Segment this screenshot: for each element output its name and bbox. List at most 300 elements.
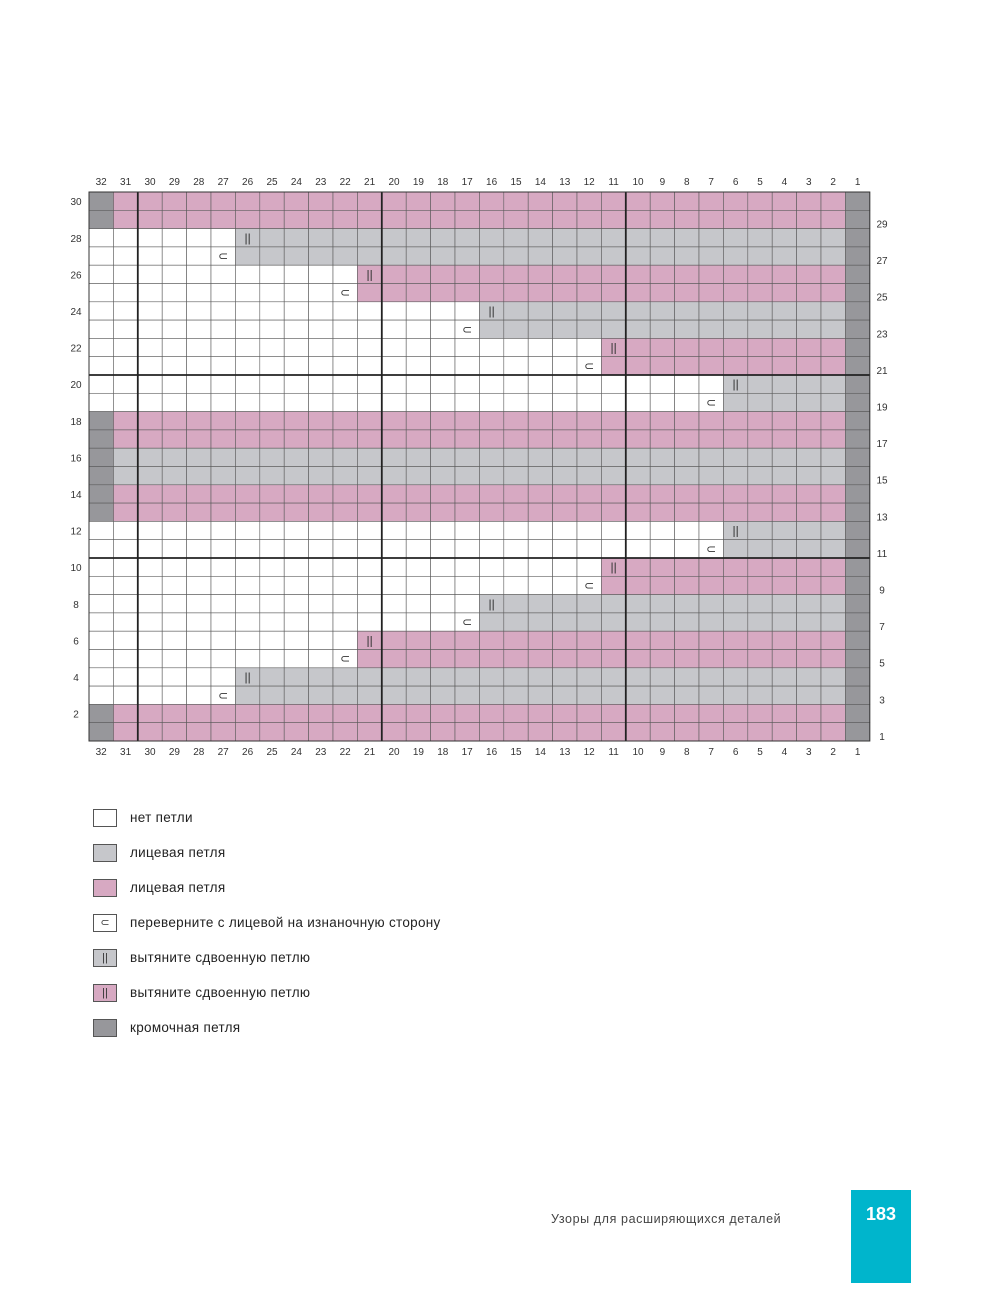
chart-cell xyxy=(113,357,137,375)
chart-cell xyxy=(406,613,430,631)
chart-cell xyxy=(821,448,845,466)
chart-cell xyxy=(89,686,113,704)
column-label-bottom: 22 xyxy=(339,747,351,758)
chart-cell xyxy=(455,595,479,613)
chart-cell xyxy=(235,338,259,356)
chart-cell xyxy=(333,686,357,704)
chart-cell xyxy=(650,631,674,649)
chart-cell xyxy=(162,485,186,503)
chart-cell xyxy=(162,668,186,686)
double-stitch-symbol: || xyxy=(732,377,739,392)
chart-cell xyxy=(431,192,455,210)
chart-cell xyxy=(187,467,211,485)
chart-cell xyxy=(357,704,381,722)
chart-cell xyxy=(748,393,772,411)
chart-cell xyxy=(601,430,625,448)
chart-cell xyxy=(479,558,503,576)
chart-cell xyxy=(626,485,650,503)
chart-cell xyxy=(748,686,772,704)
chart-cell xyxy=(187,558,211,576)
legend-label: вытяните сдвоенную петлю xyxy=(130,985,311,1000)
chart-cell xyxy=(797,192,821,210)
chart-cell xyxy=(187,302,211,320)
page-number-tab xyxy=(851,1190,911,1283)
double-stitch-symbol: || xyxy=(732,523,739,538)
column-label-top: 21 xyxy=(364,177,376,188)
chart-cell xyxy=(601,686,625,704)
chart-cell xyxy=(211,540,235,558)
chart-cell xyxy=(626,430,650,448)
chart-cell xyxy=(260,302,284,320)
column-label-bottom: 12 xyxy=(583,747,595,758)
chart-cell xyxy=(601,320,625,338)
legend-label: лицевая петля xyxy=(130,880,226,895)
chart-cell xyxy=(333,375,357,393)
chart-cell xyxy=(235,595,259,613)
chart-cell xyxy=(626,192,650,210)
legend-swatch-edge xyxy=(93,1019,117,1037)
chart-cell xyxy=(406,375,430,393)
column-label-bottom: 25 xyxy=(266,747,278,758)
chart-cell xyxy=(479,338,503,356)
chart-cell xyxy=(748,485,772,503)
chart-cell xyxy=(431,357,455,375)
chart-cell xyxy=(675,723,699,741)
chart-cell xyxy=(553,540,577,558)
chart-cell xyxy=(479,357,503,375)
chart-cell xyxy=(260,247,284,265)
chart-cell xyxy=(821,375,845,393)
chart-cell xyxy=(211,595,235,613)
chart-cell xyxy=(211,485,235,503)
double-stitch-symbol: || xyxy=(610,560,617,575)
chart-cell xyxy=(113,412,137,430)
chart-cell xyxy=(528,704,552,722)
chart-cell xyxy=(699,375,723,393)
chart-cell xyxy=(772,631,796,649)
chart-cell xyxy=(162,192,186,210)
chart-cell xyxy=(845,650,869,668)
column-label-bottom: 32 xyxy=(95,747,107,758)
chart-cell xyxy=(333,613,357,631)
chart-cell xyxy=(382,595,406,613)
chart-cell xyxy=(333,448,357,466)
chart-cell xyxy=(504,320,528,338)
chart-cell xyxy=(797,558,821,576)
column-label-top: 28 xyxy=(193,177,205,188)
chart-cell xyxy=(333,302,357,320)
chart-cell xyxy=(601,265,625,283)
chart-cell xyxy=(235,631,259,649)
chart-cell xyxy=(309,595,333,613)
chart-cell xyxy=(284,284,308,302)
chart-cell xyxy=(650,595,674,613)
column-label-top: 5 xyxy=(757,177,763,188)
chart-cell xyxy=(382,540,406,558)
row-label-left: 30 xyxy=(70,197,82,209)
double-stitch-symbol: || xyxy=(244,230,251,245)
chart-cell xyxy=(309,357,333,375)
chart-cell xyxy=(284,210,308,228)
chart-cell xyxy=(357,650,381,668)
chart-cell xyxy=(431,393,455,411)
chart-cell xyxy=(113,229,137,247)
chart-cell xyxy=(138,704,162,722)
chart-cell xyxy=(284,393,308,411)
chart-cell xyxy=(528,284,552,302)
chart-cell xyxy=(162,723,186,741)
chart-cell xyxy=(382,247,406,265)
chart-cell xyxy=(650,375,674,393)
legend-swatch-grey xyxy=(93,844,117,862)
chart-cell xyxy=(699,467,723,485)
chart-cell xyxy=(699,595,723,613)
chart-cell xyxy=(626,723,650,741)
chart-cell xyxy=(528,192,552,210)
chart-cell xyxy=(455,485,479,503)
chart-cell xyxy=(675,412,699,430)
chart-cell xyxy=(504,302,528,320)
chart-cell xyxy=(504,540,528,558)
chart-cell xyxy=(675,393,699,411)
row-label-left: 16 xyxy=(70,453,82,465)
chart-cell xyxy=(333,393,357,411)
chart-cell xyxy=(699,192,723,210)
chart-cell xyxy=(431,430,455,448)
chart-cell xyxy=(431,229,455,247)
chart-cell xyxy=(187,521,211,539)
column-label-top: 2 xyxy=(830,177,836,188)
chart-cell xyxy=(675,448,699,466)
chart-cell xyxy=(650,284,674,302)
chart-cell xyxy=(406,503,430,521)
chart-cell xyxy=(382,668,406,686)
chart-cell xyxy=(723,686,747,704)
chart-cell xyxy=(650,503,674,521)
chart-cell xyxy=(406,229,430,247)
chart-cell xyxy=(187,723,211,741)
chart-cell xyxy=(309,430,333,448)
row-label-right: 1 xyxy=(879,731,885,743)
column-label-top: 9 xyxy=(659,177,666,188)
chart-cell xyxy=(748,338,772,356)
chart-cell xyxy=(113,576,137,594)
chart-cell xyxy=(211,503,235,521)
chart-cell xyxy=(748,210,772,228)
row-label-left: 28 xyxy=(70,233,82,245)
chart-cell xyxy=(626,631,650,649)
chart-cell xyxy=(650,540,674,558)
chart-cell xyxy=(211,704,235,722)
chart-cell xyxy=(309,412,333,430)
chart-cell xyxy=(699,485,723,503)
column-label-top: 30 xyxy=(144,177,156,188)
chart-cell xyxy=(162,284,186,302)
chart-cell xyxy=(162,650,186,668)
chart-cell xyxy=(284,595,308,613)
chart-cell xyxy=(577,467,601,485)
chart-cell xyxy=(675,247,699,265)
chart-cell xyxy=(89,650,113,668)
chart-cell xyxy=(211,357,235,375)
chart-cell xyxy=(113,503,137,521)
chart-cell xyxy=(260,192,284,210)
chart-cell xyxy=(138,192,162,210)
chart-cell xyxy=(650,467,674,485)
turn-symbol: ⊂ xyxy=(706,541,717,556)
chart-cell xyxy=(650,430,674,448)
chart-cell xyxy=(455,723,479,741)
chart-cell xyxy=(845,393,869,411)
chart-cell xyxy=(650,320,674,338)
section-title: Узоры для расширяющихся деталей xyxy=(551,1212,782,1226)
chart-cell xyxy=(162,631,186,649)
chart-cell xyxy=(382,393,406,411)
chart-cell xyxy=(431,576,455,594)
chart-cell xyxy=(845,210,869,228)
chart-cell xyxy=(553,210,577,228)
chart-cell xyxy=(845,503,869,521)
chart-cell xyxy=(626,357,650,375)
chart-cell xyxy=(211,284,235,302)
chart-cell xyxy=(626,613,650,631)
chart-cell xyxy=(577,393,601,411)
column-label-top: 12 xyxy=(583,177,595,188)
chart-cell xyxy=(577,302,601,320)
chart-cell xyxy=(553,393,577,411)
chart-cell xyxy=(748,229,772,247)
chart-cell xyxy=(528,448,552,466)
chart-cell xyxy=(235,265,259,283)
chart-cell xyxy=(675,338,699,356)
chart-cell xyxy=(479,576,503,594)
column-label-bottom: 29 xyxy=(168,747,180,758)
chart-cell xyxy=(406,631,430,649)
chart-cell xyxy=(601,723,625,741)
chart-cell xyxy=(431,467,455,485)
chart-cell xyxy=(821,686,845,704)
chart-cell xyxy=(479,540,503,558)
chart-cell xyxy=(211,613,235,631)
chart-cell xyxy=(528,723,552,741)
chart-cell xyxy=(821,650,845,668)
chart-cell xyxy=(772,247,796,265)
column-label-bottom: 10 xyxy=(632,747,644,758)
row-label-left: 4 xyxy=(73,672,79,684)
chart-cell xyxy=(138,540,162,558)
double-stitch-symbol: || xyxy=(488,303,495,318)
chart-cell xyxy=(577,595,601,613)
chart-cell xyxy=(797,595,821,613)
chart-cell xyxy=(260,540,284,558)
chart-cell xyxy=(553,430,577,448)
chart-cell xyxy=(162,576,186,594)
chart-cell xyxy=(382,467,406,485)
column-label-bottom: 31 xyxy=(120,747,132,758)
chart-cell xyxy=(553,192,577,210)
chart-cell xyxy=(626,393,650,411)
chart-cell xyxy=(748,631,772,649)
chart-cell xyxy=(504,430,528,448)
chart-cell xyxy=(675,503,699,521)
chart-cell xyxy=(723,613,747,631)
column-label-bottom: 15 xyxy=(510,747,522,758)
chart-cell xyxy=(260,613,284,631)
chart-cell xyxy=(138,595,162,613)
chart-cell xyxy=(333,631,357,649)
chart-cell xyxy=(113,723,137,741)
chart-cell xyxy=(333,247,357,265)
chart-cell xyxy=(455,302,479,320)
chart-cell xyxy=(260,723,284,741)
chart-cell xyxy=(211,467,235,485)
chart-cell xyxy=(504,247,528,265)
chart-cell xyxy=(187,576,211,594)
column-label-bottom: 21 xyxy=(364,747,376,758)
chart-cell xyxy=(260,576,284,594)
chart-cell xyxy=(357,576,381,594)
chart-cell xyxy=(455,558,479,576)
column-label-bottom: 7 xyxy=(708,747,714,758)
chart-cell xyxy=(479,229,503,247)
chart-cell xyxy=(284,192,308,210)
chart-cell xyxy=(235,503,259,521)
chart-cell xyxy=(113,448,137,466)
column-label-top: 8 xyxy=(684,177,690,188)
chart-cell xyxy=(284,448,308,466)
chart-cell xyxy=(406,338,430,356)
chart-cell xyxy=(333,320,357,338)
chart-cell xyxy=(455,650,479,668)
chart-cell xyxy=(553,467,577,485)
chart-cell xyxy=(553,576,577,594)
chart-cell xyxy=(162,613,186,631)
turn-symbol: ⊂ xyxy=(218,688,229,703)
chart-cell xyxy=(382,192,406,210)
chart-cell xyxy=(309,375,333,393)
chart-cell xyxy=(211,229,235,247)
chart-cell xyxy=(187,192,211,210)
chart-cell xyxy=(772,503,796,521)
column-label-top: 20 xyxy=(388,177,400,188)
chart-cell xyxy=(504,650,528,668)
chart-cell xyxy=(260,412,284,430)
chart-cell xyxy=(797,650,821,668)
chart-cell xyxy=(504,338,528,356)
chart-cell xyxy=(89,558,113,576)
chart-cell xyxy=(211,668,235,686)
chart-cell xyxy=(455,265,479,283)
chart-cell xyxy=(601,576,625,594)
chart-cell xyxy=(309,576,333,594)
chart-cell xyxy=(406,668,430,686)
chart-cell xyxy=(650,558,674,576)
chart-cell xyxy=(845,540,869,558)
chart-cell xyxy=(138,668,162,686)
chart-cell xyxy=(626,265,650,283)
chart-cell xyxy=(528,540,552,558)
chart-cell xyxy=(138,229,162,247)
chart-cell xyxy=(455,247,479,265)
chart-cell xyxy=(821,229,845,247)
chart-cell xyxy=(357,686,381,704)
chart-cell xyxy=(797,247,821,265)
chart-cell xyxy=(89,485,113,503)
chart-cell xyxy=(455,668,479,686)
chart-cell xyxy=(821,247,845,265)
turn-symbol: ⊂ xyxy=(340,651,351,666)
chart-cell xyxy=(504,521,528,539)
chart-cell xyxy=(187,631,211,649)
chart-cell xyxy=(89,521,113,539)
chart-cell xyxy=(333,540,357,558)
chart-cell xyxy=(797,485,821,503)
chart-cell xyxy=(187,430,211,448)
chart-cell xyxy=(675,576,699,594)
turn-symbol: ⊂ xyxy=(340,285,351,300)
chart-cell xyxy=(748,265,772,283)
chart-cell xyxy=(845,485,869,503)
chart-cell xyxy=(675,302,699,320)
chart-cell xyxy=(138,210,162,228)
chart-cell xyxy=(309,521,333,539)
row-label-right: 11 xyxy=(876,548,888,560)
double-stitch-symbol: || xyxy=(244,669,251,684)
chart-cell xyxy=(553,412,577,430)
chart-cell xyxy=(699,704,723,722)
column-label-bottom: 30 xyxy=(144,747,156,758)
chart-cell xyxy=(235,375,259,393)
chart-cell xyxy=(797,631,821,649)
row-label-right: 3 xyxy=(879,695,885,707)
chart-cell xyxy=(406,265,430,283)
chart-cell xyxy=(89,229,113,247)
chart-cell xyxy=(528,521,552,539)
chart-cell xyxy=(797,393,821,411)
chart-cell xyxy=(406,430,430,448)
chart-cell xyxy=(479,503,503,521)
chart-cell xyxy=(821,595,845,613)
chart-cell xyxy=(772,558,796,576)
chart-cell xyxy=(772,393,796,411)
chart-cell xyxy=(723,503,747,521)
chart-cell xyxy=(162,320,186,338)
chart-cell xyxy=(431,686,455,704)
chart-cell xyxy=(162,357,186,375)
chart-cell xyxy=(626,448,650,466)
chart-cell xyxy=(821,430,845,448)
chart-cell xyxy=(723,704,747,722)
chart-cell xyxy=(89,393,113,411)
column-label-bottom: 20 xyxy=(388,747,400,758)
chart-cell xyxy=(699,448,723,466)
chart-cell xyxy=(699,430,723,448)
chart-cell xyxy=(479,650,503,668)
chart-cell xyxy=(284,668,308,686)
chart-cell xyxy=(235,723,259,741)
chart-cell xyxy=(675,357,699,375)
chart-cell xyxy=(138,357,162,375)
chart-cell xyxy=(528,430,552,448)
chart-cell xyxy=(601,375,625,393)
chart-cell xyxy=(235,485,259,503)
chart-cell xyxy=(406,540,430,558)
chart-cell xyxy=(748,704,772,722)
chart-cell xyxy=(797,357,821,375)
chart-cell xyxy=(309,210,333,228)
chart-cell xyxy=(626,247,650,265)
chart-cell xyxy=(138,302,162,320)
